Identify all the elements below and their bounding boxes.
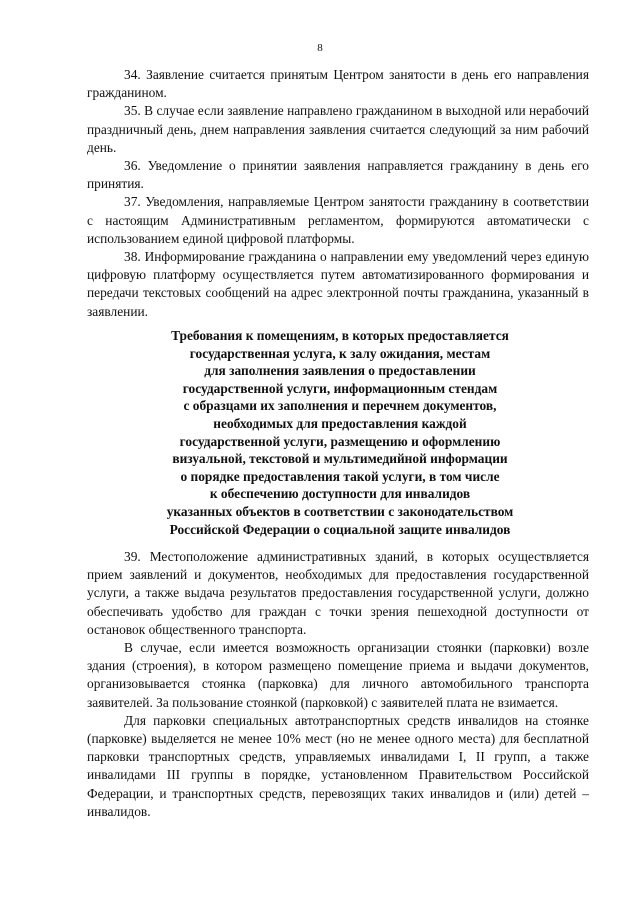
- page-number: 8: [317, 42, 323, 54]
- paragraph-disabled-parking: Для парковки специальных автотранспортных средств инвалидов на стоянке (парковке) выделяется не менее 10% мест (но не менее одного места) для бесплатной парковки транспортных средств, управляемых инвалидами I, II групп, а также инвалидами III группы в порядке, установленном Правительством Российской Федерации, и транспортных средств, перевозящих таких инвалидов и (или) детей – инвалидов.: [87, 712, 589, 819]
- section-heading: Требования к помещениям, в которых предоставляется государственная услуга, к залу ожидания, местам для заполнения заявления о предоставлении государственной услуги, информационным стендам с образцами их заполнения и перечнем документов, необходимых для предоставления каждой государственной услуги, размещению и оформлению визуальной, текстовой и мультимедийной информации о порядке предоставления такой услуги, в том числе к обеспечению доступности для инвалидов указанных объектов в соответствии с законодательством Российской Федерации о социальной защите инвалидов: [166, 328, 514, 537]
- paragraph-38: 38. Информирование гражданина о направлении ему уведомлений через единую цифровую платформу осуществляется путем автоматизированного формирования и передачи текстовых сообщений на адрес электронной почты гражданина, указанный в заявлении.: [87, 249, 589, 319]
- paragraph-34: 34. Заявление считается принятым Центром занятости в день его направления гражданином.: [87, 67, 589, 101]
- paragraphs-bottom: [87, 548, 589, 821]
- paragraph-36: 36. Уведомление о принятии заявления направляется гражданину в день его принятия.: [87, 158, 589, 192]
- paragraph-39: 39. Местоположение административных зданий, в которых осуществляется прием заявлений и документов, необходимых для предоставления государственной услуги, а также выдача результатов предоставления государственной услуги, должно обеспечивать удобство для граждан с точки зрения пешеходной доступности от остановок общественного транспорта.: [87, 549, 589, 637]
- paragraph-37: 37. Уведомления, направляемые Центром занятости гражданину в соответствии с настоящим Административным регламентом, формируются автоматически с использованием единой цифровой платформы.: [87, 194, 589, 246]
- paragraphs-top: [87, 66, 589, 321]
- paragraph-35: 35. В случае если заявление направлено гражданином в выходной или нерабочий праздничный день, днем направления заявления считается следующий за ним рабочий день.: [87, 103, 589, 155]
- paragraph-parking: В случае, если имеется возможность организации стоянки (парковки) возле здания (строения), в котором размещено помещение приема и выдачи документов, организовывается стоянка (парковка) для личного автомобильного транспорта заявителей. За пользование стоянкой (парковкой) с заявителей плата не взимается.: [87, 640, 589, 710]
